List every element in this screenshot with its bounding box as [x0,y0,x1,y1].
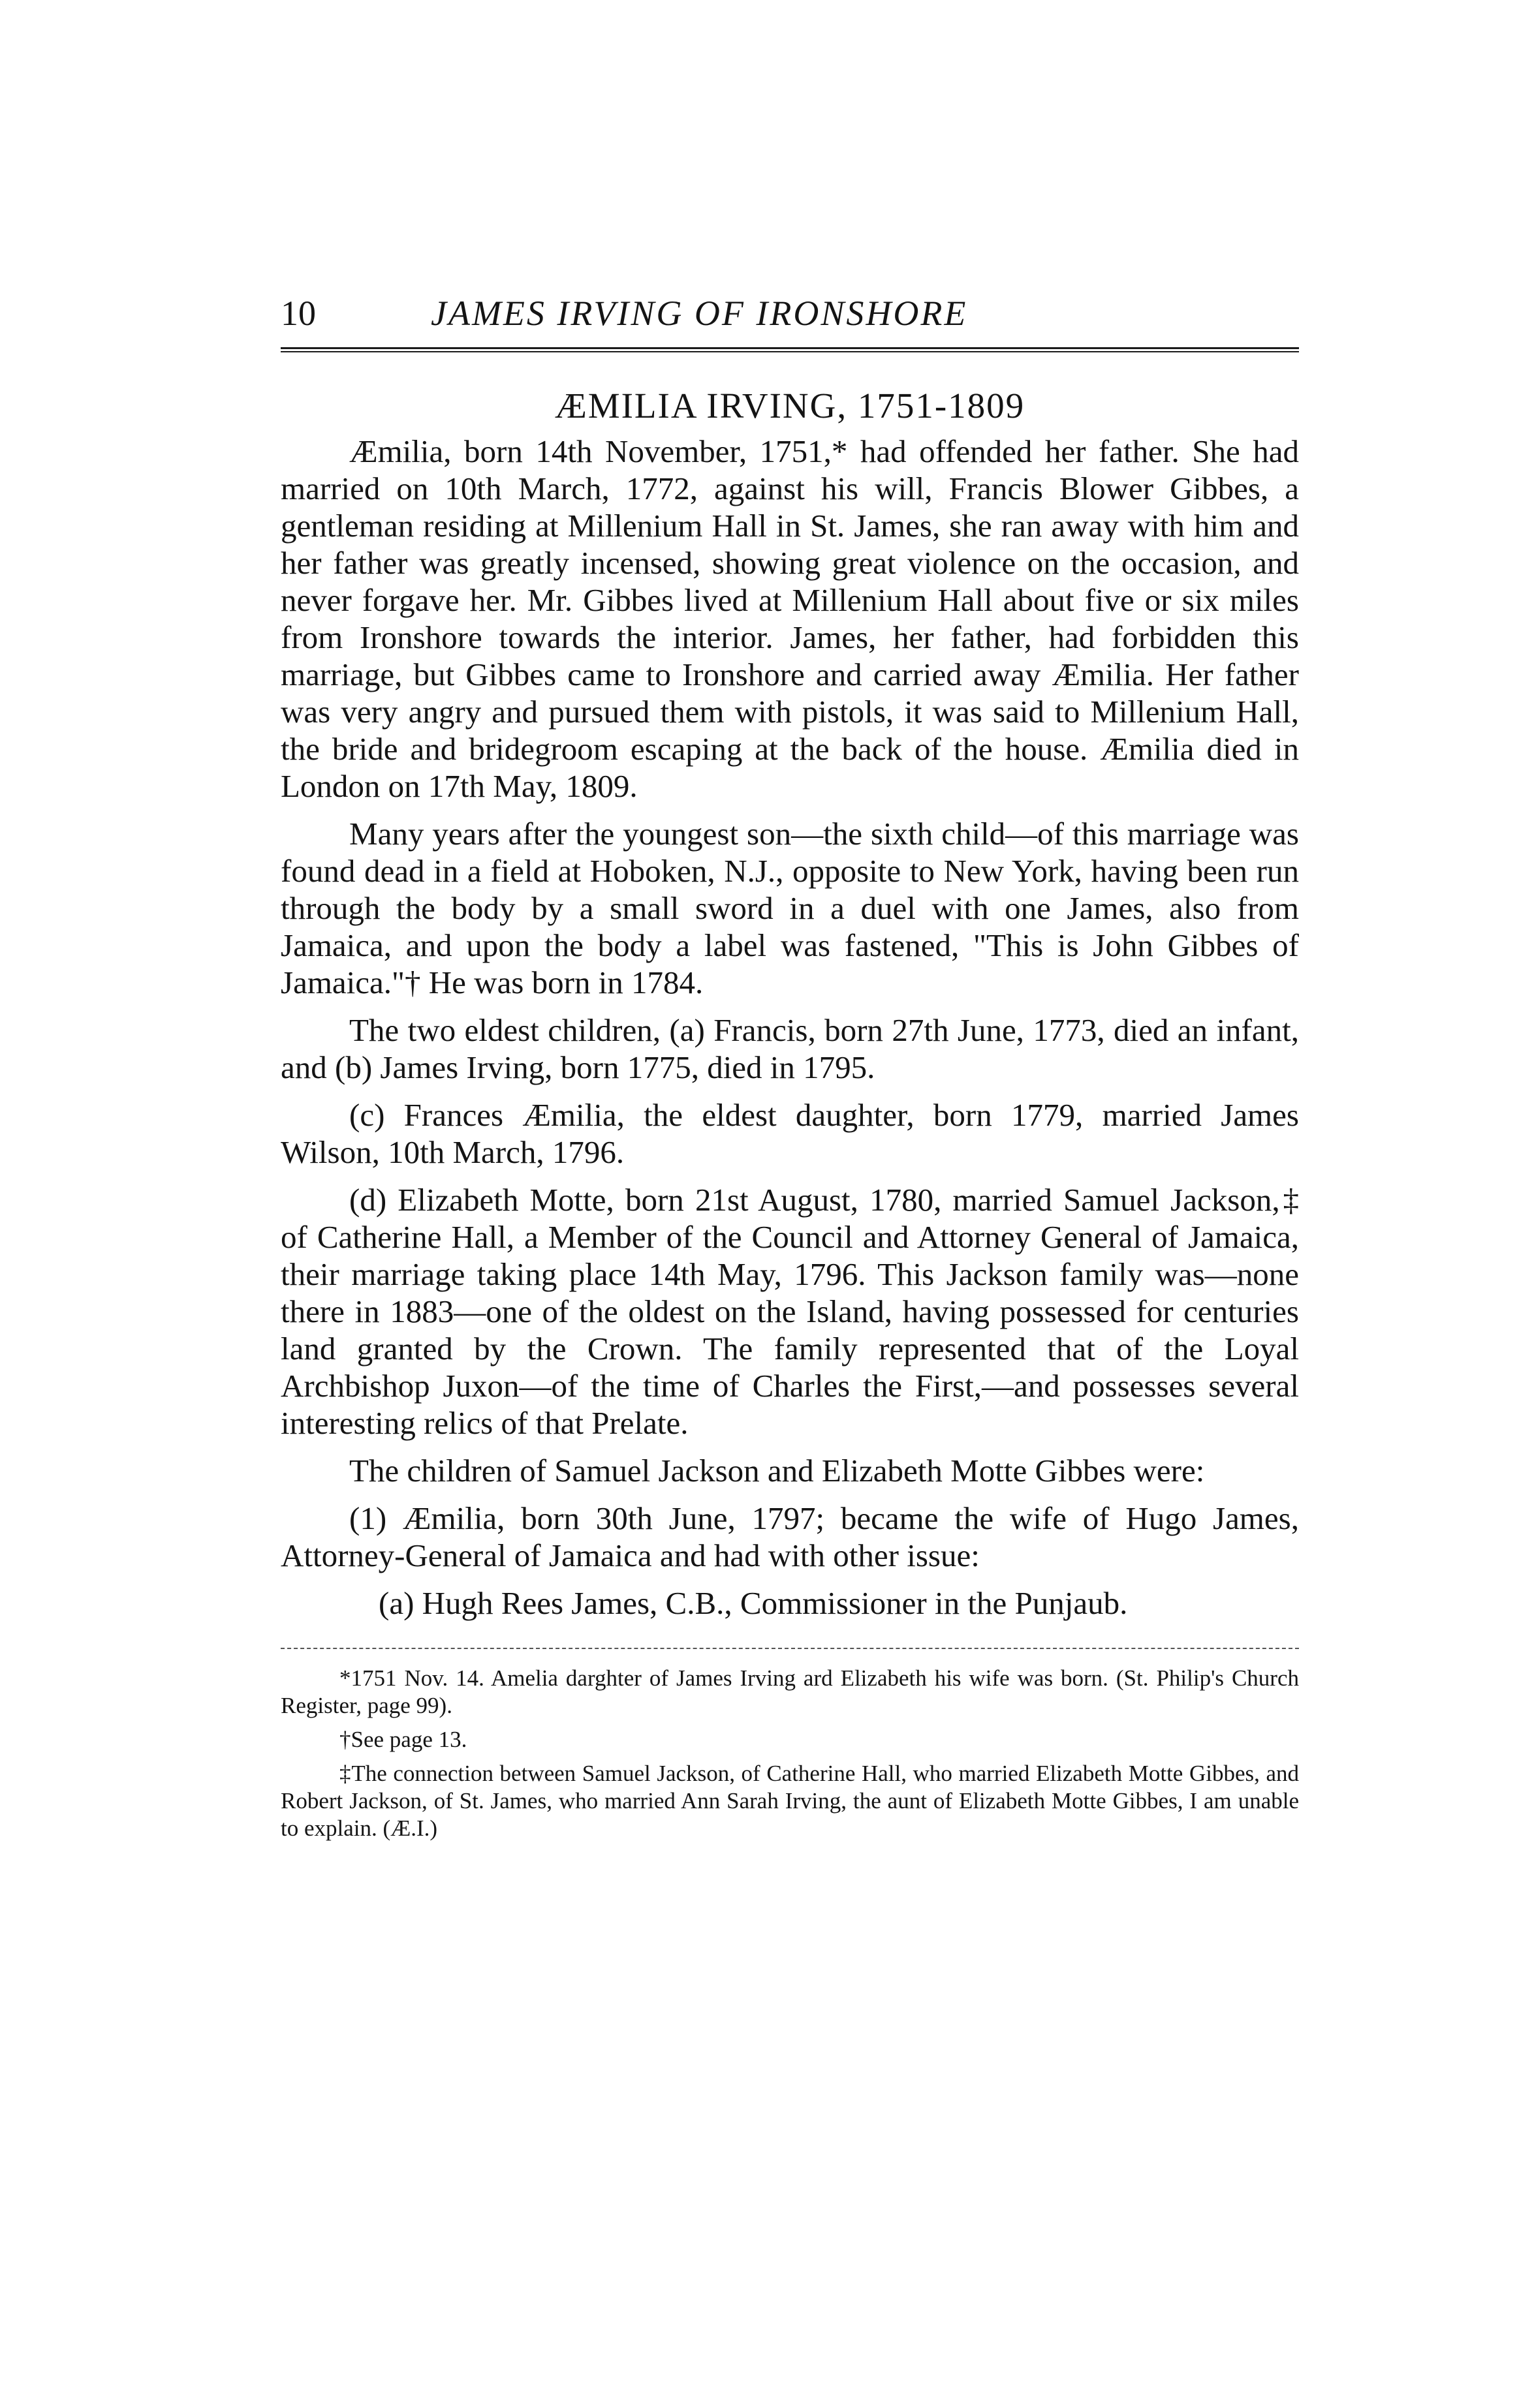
running-header [281,287,1299,339]
footnote-double-dagger: ‡The connection between Samuel Jackson, of Catherine Hall, who married Elizabeth Motte Gibbes, and Robert Jackson, of St. James, who married Ann Sarah Irving, the aunt of Elizabeth Motte Gibbes, I am unable to explain. (Æ.I.) [281,1761,1299,1841]
paragraph-elizabeth-motte: (d) Elizabeth Motte, born 21st August, 1780, married Samuel Jackson,‡ of Catherine Hall, a Member of the Council and Attorney General of Jamaica, their marriage taking place 14th May, 1796. This Jackson family was—none there in 1883—one of the oldest on the Island, having possessed for centuries land granted by the Crown. The family represented that of the Loyal Archbishop Juxon—of the time of Charles the First,—and possesses several interesting relics of that Prelate. [281,1182,1299,1441]
footnote-asterisk: *1751 Nov. 14. Amelia darghter of James Irving ard Elizabeth his wife was born. (St. Philip's Church Register, page 99). [281,1665,1299,1718]
section-title: ÆMILIA IRVING, 1751-1809 [554,386,1025,425]
paragraph-jackson-children: The children of Samuel Jackson and Elizabeth Motte Gibbes were: [349,1453,1205,1489]
running-title: JAMES IRVING OF IRONSHORE [431,294,968,333]
header-rule [281,347,1299,352]
footnotes [281,1665,1299,1842]
paragraph-eldest-children: The two eldest children, (a) Francis, born 27th June, 1773, died an infant, and (b) James Irving, born 1775, died in 1795. [281,1012,1299,1085]
paragraph-frances-aemilia: (c) Frances Æmilia, the eldest daughter, born 1779, married James Wilson, 10th March, 1796. [281,1097,1299,1170]
footnote-dagger: †See page 13. [339,1727,467,1752]
paragraph-aemilia-jackson: (1) Æmilia, born 30th June, 1797; became the wife of Hugo James, Attorney-General of Jamaica and had with other issue: [281,1500,1299,1573]
paragraph-aemilia-marriage: Æmilia, born 14th November, 1751,* had offended her father. She had married on 10th March, 1772, against his will, Francis Blower Gibbes, a gentleman residing at Millenium Hall in St. James, she ran away with him and her father was greatly incensed, showing great violence on the occasion, and never forgave her. Mr. Gibbes lived at Millenium Hall about five or six miles from Ironshore towards the interior. James, her father, had forbidden this marriage, but Gibbes came to Ironshore and carried away Æmilia. Her father was very angry and pursued them with pistols, it was said to Millenium Hall, the bride and bridegroom escaping at the back of the house. Æmilia died in London on 17th May, 1809. [281,433,1299,804]
footnote-rule [281,1648,1299,1649]
paragraph-hugh-rees-james: (a) Hugh Rees James, C.B., Commissioner in the Punjaub. [379,1585,1128,1621]
body-text [281,433,1299,1622]
page-number: 10 [281,294,316,333]
book-page [281,287,1299,1849]
paragraph-youngest-son: Many years after the youngest son—the sixth child—of this marriage was found dead in a field at Hoboken, N.J., opposite to New York, having been run through the body by a small sword in a duel with one James, also from Jamaica, and upon the body a label was fastened, "This is John Gibbes of Jamaica."† He was born in 1784. [281,816,1299,1000]
